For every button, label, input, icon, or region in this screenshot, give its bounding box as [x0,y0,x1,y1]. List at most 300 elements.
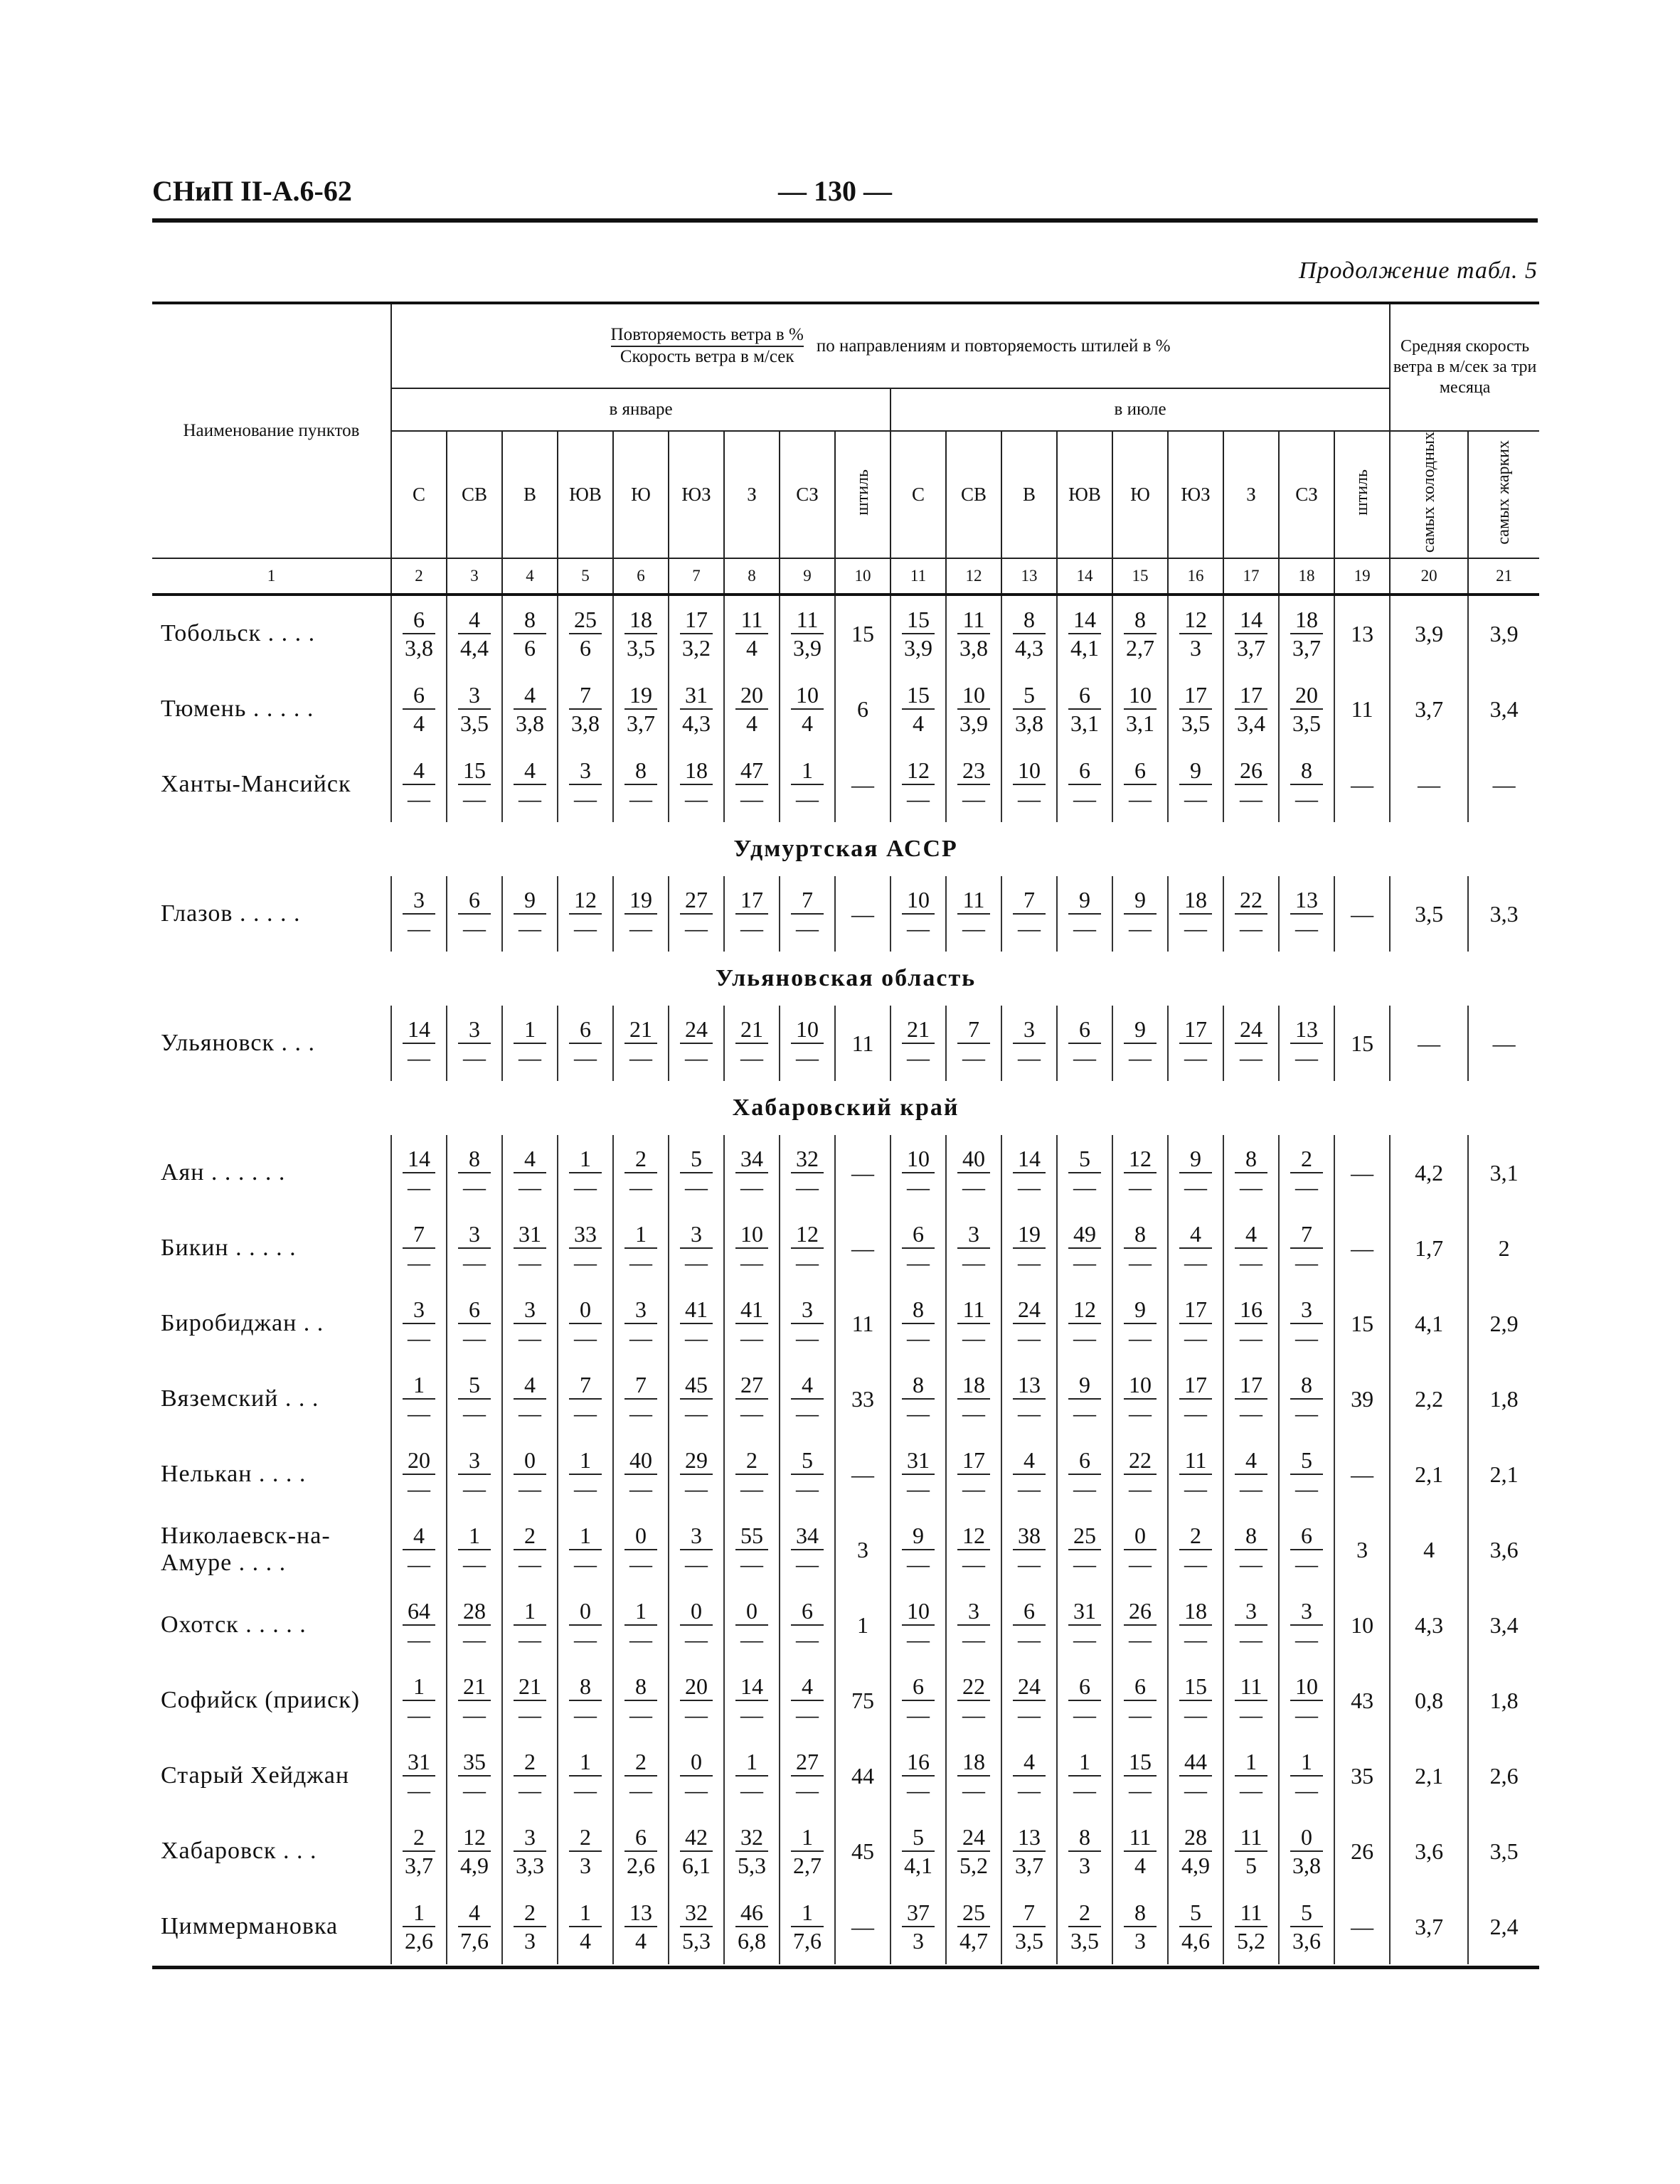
speed-value: — [1073,1702,1096,1728]
wind-cell [1223,1738,1279,1813]
wind-cell [1168,1006,1223,1081]
frequency-value: 14 [1013,1145,1046,1173]
wind-cell [1223,1889,1279,1964]
column-number: 1 [152,558,391,595]
speed-value: 2,6 [627,1853,655,1879]
speed-value: 6,1 [682,1853,711,1879]
direction-header: Ю [613,431,669,558]
wind-cell [391,1813,447,1889]
wind-cell [558,1006,613,1081]
speed-value: — [519,1045,541,1071]
direction-header: штиль [1334,431,1390,558]
column-number: 3 [447,558,502,595]
speed-value: — [962,1045,985,1071]
frequency-value: 3 [680,1220,713,1249]
frequency-value: 5 [791,1447,824,1475]
frequency-value: 1 [624,1220,657,1249]
speed-value: — [1184,1551,1207,1577]
speed-value: — [1295,1551,1318,1577]
speed-value: 3 [1190,635,1201,661]
speed-value: — [463,1777,486,1804]
speed-value: — [574,786,597,812]
frequency-value: 17 [1179,1296,1212,1324]
frequency-value: 6 [458,1296,491,1324]
frequency-value: 33 [851,1385,874,1412]
wind-cell [391,1512,447,1587]
frequency-value: 1 [1235,1748,1267,1777]
frequency-value: 11 [1124,1823,1157,1852]
speed-value: — [907,1551,930,1577]
wind-cell [1057,1889,1112,1964]
frequency-value: 3 [514,1823,546,1852]
wind-cell [1334,1587,1390,1663]
frequency-value: 3 [791,1296,824,1324]
frequency-value: 5 [1179,1899,1212,1927]
speed-value: 4 [580,1928,591,1954]
direction-header: ЮЗ [1168,431,1223,558]
wind-cell [1279,595,1334,671]
frequency-value: 9 [1124,1296,1157,1324]
station-name: Тюмень . . . . . [152,671,391,747]
avg-hot-value: 2,6 [1468,1738,1539,1813]
frequency-value: 3 [458,1220,491,1249]
wind-cell [613,1135,669,1210]
wind-cell [558,1210,613,1286]
speed-value: 3,9 [904,635,932,661]
wind-cell [1168,1587,1223,1663]
wind-cell [502,1437,558,1512]
wind-cell [1223,1006,1279,1081]
speed-value: — [685,1045,708,1071]
wind-cell [391,1663,447,1738]
frequency-value: 20 [403,1447,435,1475]
frequency-value: 7 [1013,886,1046,915]
speed-value: — [408,1400,430,1427]
wind-cell [946,1006,1001,1081]
wind-cell [502,876,558,952]
direction-header: ЮЗ [669,431,724,558]
wind-cell [946,1738,1001,1813]
wind-cell [1112,1738,1168,1813]
frequency-value: 18 [624,606,657,634]
frequency-value: 10 [791,1016,824,1044]
wind-cell [613,1286,669,1361]
speed-value: — [1018,1400,1041,1427]
frequency-value: 10 [1290,1673,1323,1701]
wind-cell [558,1512,613,1587]
speed-value: — [1240,1551,1262,1577]
frequency-value: 11 [851,1030,874,1056]
frequency-value: 10 [902,886,935,915]
frequency-value: 47 [735,757,768,785]
frequency-value: 2 [624,1145,657,1173]
frequency-value: 1 [569,1522,602,1550]
wind-cell [502,1006,558,1081]
wind-cell [1112,1361,1168,1437]
wind-cell [1112,1135,1168,1210]
speed-value: — [1295,1174,1318,1200]
wind-cell [946,1361,1001,1437]
frequency-value: 11 [957,1296,990,1324]
frequency-value: 6 [791,1597,824,1626]
wind-cell [724,1210,780,1286]
speed-value: — [629,1551,652,1577]
wind-cell [1001,1738,1057,1813]
wind-cell [1334,1738,1390,1813]
frequency-value: 1 [857,1612,868,1638]
wind-cell [1223,1587,1279,1663]
frequency-value: 5 [1290,1899,1323,1927]
speed-value: — [1129,1174,1152,1200]
speed-value: 4,9 [1181,1853,1210,1879]
station-name: Ханты-Мансийск [152,747,391,822]
wind-cell [1057,1210,1112,1286]
wind-cell [780,1361,835,1437]
frequency-value: 5 [1013,681,1046,710]
speed-value: — [796,1250,819,1276]
frequency-value: 2 [624,1748,657,1777]
speed-value: — [1295,1626,1318,1653]
speed-value: — [1295,1476,1318,1502]
speed-value: — [519,1400,541,1427]
frequency-value: 18 [680,757,713,785]
station-row [152,1738,1539,1813]
speed-value: — [463,1626,486,1653]
frequency-value: — [1351,900,1374,927]
wind-cell [890,1361,946,1437]
avg-hot-value: 2 [1468,1210,1539,1286]
frequency-value: 4 [403,757,435,785]
direction-header: СЗ [1279,431,1334,558]
speed-value: — [685,1174,708,1200]
frequency-value: 7 [1013,1899,1046,1927]
wind-cell [890,1813,946,1889]
frequency-value: 8 [1290,1371,1323,1400]
frequency-value: 40 [624,1447,657,1475]
wind-cell [946,876,1001,952]
frequency-value: 4 [514,681,546,710]
speed-value: — [1073,1045,1096,1071]
speed-value: — [1073,1551,1096,1577]
column-number: 5 [558,558,613,595]
frequency-value: 8 [902,1371,935,1400]
frequency-value: 14 [403,1016,435,1044]
wind-cell [890,1437,946,1512]
column-number: 8 [724,558,780,595]
wind-cell [1223,1663,1279,1738]
frequency-value: 31 [1068,1597,1101,1626]
frequency-value: — [851,1235,874,1261]
wind-header [391,303,1390,388]
frequency-value: 18 [1179,1597,1212,1626]
speed-value: — [1129,1250,1152,1276]
speed-value: — [574,1250,597,1276]
wind-cell [1223,1361,1279,1437]
speed-value: — [796,1325,819,1351]
speed-value: 4,9 [460,1853,489,1879]
station-name: Тобольск . . . . [152,595,391,671]
frequency-value: 5 [902,1823,935,1852]
frequency-value: — [851,1461,874,1487]
speed-value: — [962,1777,985,1804]
avg-hot-value: 3,9 [1468,595,1539,671]
station-name: Биробиджан . . [152,1286,391,1361]
frequency-value: 10 [902,1597,935,1626]
speed-value: 3,1 [1070,710,1099,737]
station-name: Охотск . . . . . [152,1587,391,1663]
avg-hot-value: 3,4 [1468,1587,1539,1663]
speed-value: — [796,1400,819,1427]
frequency-value: 19 [1013,1220,1046,1249]
wind-cell [391,1210,447,1286]
frequency-value: 16 [902,1748,935,1777]
wind-cell [391,1135,447,1210]
frequency-value: 9 [1179,1145,1212,1173]
wind-cell [391,1587,447,1663]
avg-cold-value: 3,7 [1390,671,1468,747]
frequency-value: 6 [1068,1016,1101,1044]
speed-value: — [463,1250,486,1276]
speed-label: Скорость ветра в м/сек [620,346,794,366]
wind-cell [1001,1889,1057,1964]
avg-cold-value: — [1390,747,1468,822]
wind-cell [1334,1512,1390,1587]
column-number: 17 [1223,558,1279,595]
speed-value: 3,7 [1015,1853,1043,1879]
wind-cell [890,1286,946,1361]
speed-value: — [519,786,541,812]
wind-cell [780,595,835,671]
wind-cell [613,1006,669,1081]
speed-value: — [1129,1325,1152,1351]
wind-cell [1168,1738,1223,1813]
column-number: 19 [1334,558,1390,595]
wind-cell [613,1437,669,1512]
wind-cell [669,1361,724,1437]
speed-value: 3,5 [627,635,655,661]
column-number: 21 [1468,558,1539,595]
wind-cell [890,1512,946,1587]
speed-value: — [1240,1045,1262,1071]
station-row [152,1813,1539,1889]
wind-cell [669,1587,724,1663]
frequency-value: 15 [902,606,935,634]
frequency-value: — [1351,1235,1374,1261]
wind-cell [780,1663,835,1738]
frequency-value: 12 [458,1823,491,1852]
wind-cell [1334,1437,1390,1512]
wind-cell [946,1512,1001,1587]
speed-value: — [1240,1250,1262,1276]
frequency-value: 39 [1351,1385,1374,1412]
wind-cell [391,1738,447,1813]
speed-value: — [1073,1476,1096,1502]
speed-value: 3,5 [1292,710,1321,737]
speed-value: — [1184,1174,1207,1200]
station-name: Аян . . . . . . [152,1135,391,1210]
wind-cell [1057,1437,1112,1512]
wind-cell [835,1738,890,1813]
wind-cell [1112,1006,1168,1081]
frequency-value: 22 [1235,886,1267,915]
wind-cell [1334,1361,1390,1437]
cold-season-header: самых холодных [1390,431,1468,558]
frequency-value: 26 [1351,1838,1374,1864]
wind-cell [946,1286,1001,1361]
wind-cell [1001,1286,1057,1361]
wind-cell [1112,595,1168,671]
wind-cell [391,876,447,952]
wind-cell [724,1663,780,1738]
wind-cell [613,1512,669,1587]
frequency-value: 19 [624,886,657,915]
wind-cell [447,876,502,952]
speed-value: — [1295,1045,1318,1071]
wind-cell [1112,671,1168,747]
frequency-value: 13 [1351,620,1374,646]
avg-cold-value: 3,7 [1390,1889,1468,1964]
wind-cell [890,1006,946,1081]
speed-value: 4,3 [682,710,711,737]
frequency-value: 0 [1290,1823,1323,1852]
frequency-value: 4 [514,1371,546,1400]
frequency-value: 6 [1068,757,1101,785]
speed-value: — [1184,1045,1207,1071]
wind-cell [780,1813,835,1889]
speed-value: 3 [1079,1853,1090,1879]
wind-cell [1112,1813,1168,1889]
speed-value: — [907,1174,930,1200]
direction-header: В [1001,431,1057,558]
speed-value: — [408,1551,430,1577]
speed-value: — [1240,1777,1262,1804]
frequency-value: 46 [735,1899,768,1927]
wind-cell [946,1813,1001,1889]
bottom-rule [152,1966,1539,1969]
wind-cell [1334,1663,1390,1738]
speed-value: 2,7 [1126,635,1154,661]
page-header [152,174,1538,224]
speed-value: — [519,1325,541,1351]
frequency-value: 6 [1124,757,1157,785]
frequency-value: 13 [1290,886,1323,915]
frequency-value: 8 [514,606,546,634]
table-continuation-label: Продолжение табл. 5 [1298,257,1538,284]
frequency-value: 34 [735,1145,768,1173]
speed-value: — [1295,786,1318,812]
speed-value: — [1018,1045,1041,1071]
wind-cell [1112,1437,1168,1512]
frequency-value: 1 [569,1748,602,1777]
wind-cell [1168,876,1223,952]
station-row [152,671,1539,747]
speed-value: 3,7 [627,710,655,737]
speed-value: — [574,1400,597,1427]
speed-value: 3,5 [1070,1928,1099,1954]
speed-value: — [408,1476,430,1502]
speed-value: — [907,1626,930,1653]
speed-value: — [962,1626,985,1653]
wind-cell [780,1512,835,1587]
frequency-value: 4 [514,1145,546,1173]
speed-value: — [629,1702,652,1728]
wind-cell [1001,1813,1057,1889]
wind-cell [613,1210,669,1286]
frequency-value: 11 [1235,1899,1267,1927]
speed-value: — [1240,1325,1262,1351]
wind-cell [502,1889,558,1964]
frequency-value: 4 [514,757,546,785]
speed-value: — [463,915,486,942]
speed-value: — [463,1045,486,1071]
speed-value: 4,1 [1070,635,1099,661]
frequency-value: 24 [957,1823,990,1852]
speed-value: — [962,1476,985,1502]
frequency-value: 3 [1290,1296,1323,1324]
frequency-value: 0 [569,1597,602,1626]
frequency-value: 4 [1179,1220,1212,1249]
speed-value: — [962,786,985,812]
wind-cell [780,1006,835,1081]
wind-cell [447,747,502,822]
wind-cell [1112,1889,1168,1964]
frequency-value: 10 [735,1220,768,1249]
july-header: в июле [890,388,1390,431]
wind-cell [558,1738,613,1813]
speed-value: — [907,915,930,942]
wind-cell [780,1286,835,1361]
wind-cell [835,1663,890,1738]
frequency-value: 17 [1179,1371,1212,1400]
speed-value: 3,9 [793,635,822,661]
wind-cell [558,1361,613,1437]
speed-value: — [1295,1325,1318,1351]
speed-value: — [740,1400,763,1427]
wind-cell [447,1135,502,1210]
wind-cell [1112,1210,1168,1286]
speed-value: — [685,1777,708,1804]
frequency-value: 3 [458,681,491,710]
speed-value: — [1129,1400,1152,1427]
frequency-value: 12 [1068,1296,1101,1324]
speed-value: — [1129,786,1152,812]
wind-cell [1334,1210,1390,1286]
frequency-value: 7 [957,1016,990,1044]
frequency-value: 12 [902,757,935,785]
frequency-value: 6 [403,681,435,710]
frequency-value: 15 [1351,1030,1374,1056]
speed-value: — [907,1250,930,1276]
wind-cell [835,1813,890,1889]
speed-value: — [1240,1476,1262,1502]
wind-cell [1334,1813,1390,1889]
wind-cell [1001,1006,1057,1081]
wind-cell [1112,1512,1168,1587]
avg-cold-value: 3,9 [1390,595,1468,671]
frequency-value: 44 [851,1762,874,1789]
speed-value: — [408,1174,430,1200]
speed-value: — [629,1476,652,1502]
wind-cell [1168,1210,1223,1286]
speed-value: — [1184,915,1207,942]
speed-value: 3,7 [405,1853,433,1879]
wind-cell [391,595,447,671]
wind-cell [558,876,613,952]
january-header: в январе [391,388,890,431]
frequency-value: 6 [403,606,435,634]
speed-value: — [740,915,763,942]
station-row [152,1512,1539,1587]
